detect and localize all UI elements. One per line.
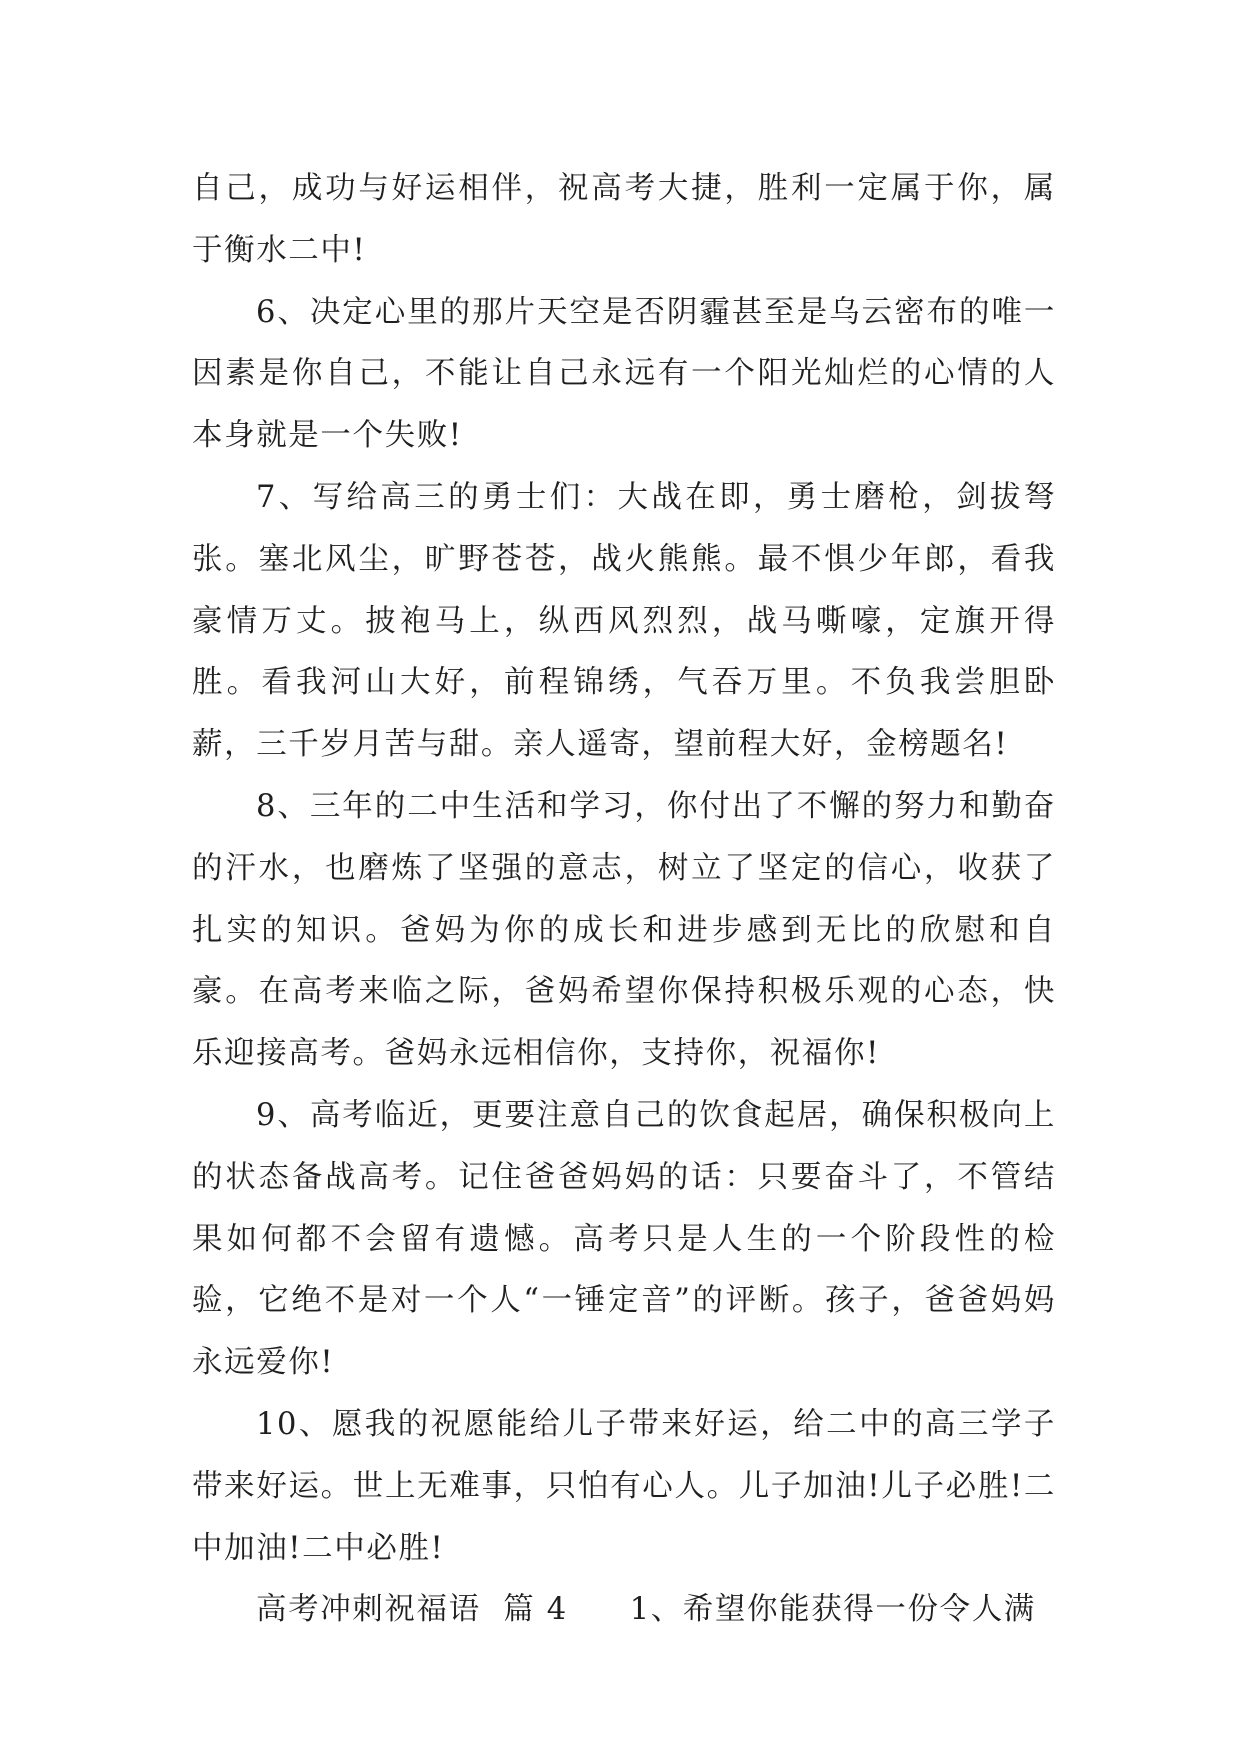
- paragraph-item-6: 6、决定心里的那片天空是否阴霾甚至是乌云密布的唯一因素是你自己，不能让自己永远有一个阳光灿烂的心情的人本身就是一个失败!: [192, 294, 1056, 454]
- section-title: 高考冲刺祝福语: [256, 1592, 481, 1628]
- paragraph-item-7: 7、写给高三的勇士们：大战在即，勇士磨枪，剑拔弩张。塞北风尘，旷野苍苍，战火熊熊。最不惧少年郎，看我豪情万丈。披袍马上，纵西风烈烈，战马嘶嚎，定旗开得胜。看我河山大好，前程锦绣，气吞万里。不负我尝胆卧薪，三千岁月苦与甜。亲人遥寄，望前程大好，金榜题名!: [192, 479, 1056, 763]
- section-heading-line: [192, 1579, 1056, 1641]
- paragraph-continuation: 自己，成功与好运相伴，祝高考大捷，胜利一定属于你，属于衡水二中!: [192, 171, 1056, 268]
- paragraph-item-9: 9、高考临近，更要注意自己的饮食起居，确保积极向上的状态备战高考。记住爸爸妈妈的话：只要奋斗了，不管结果如何都不会留有遗憾。高考只是人生的一个阶段性的检验，它绝不是对一个人“一锤定音”的评断。孩子，爸爸妈妈永远爱你!: [192, 1097, 1056, 1381]
- section-first-item: 1、希望你能获得一份令人满: [629, 1592, 1036, 1628]
- paragraph-item-8: 8、三年的二中生活和学习，你付出了不懈的努力和勤奋的汗水，也磨炼了坚强的意志，树立了坚定的信心，收获了扎实的知识。爸妈为你的成长和进步感到无比的欣慰和自豪。在高考来临之际，爸妈希望你保持积极乐观的心态，快乐迎接高考。爸妈永远相信你，支持你，祝福你!: [192, 788, 1056, 1072]
- paragraph-item-10: 10、愿我的祝愿能给儿子带来好运，给二中的高三学子带来好运。世上无难事，只怕有心人。儿子加油!儿子必胜!二中加油!二中必胜!: [192, 1406, 1056, 1566]
- section-part-label: 篇 4: [503, 1592, 568, 1628]
- document-body: [192, 158, 1056, 1641]
